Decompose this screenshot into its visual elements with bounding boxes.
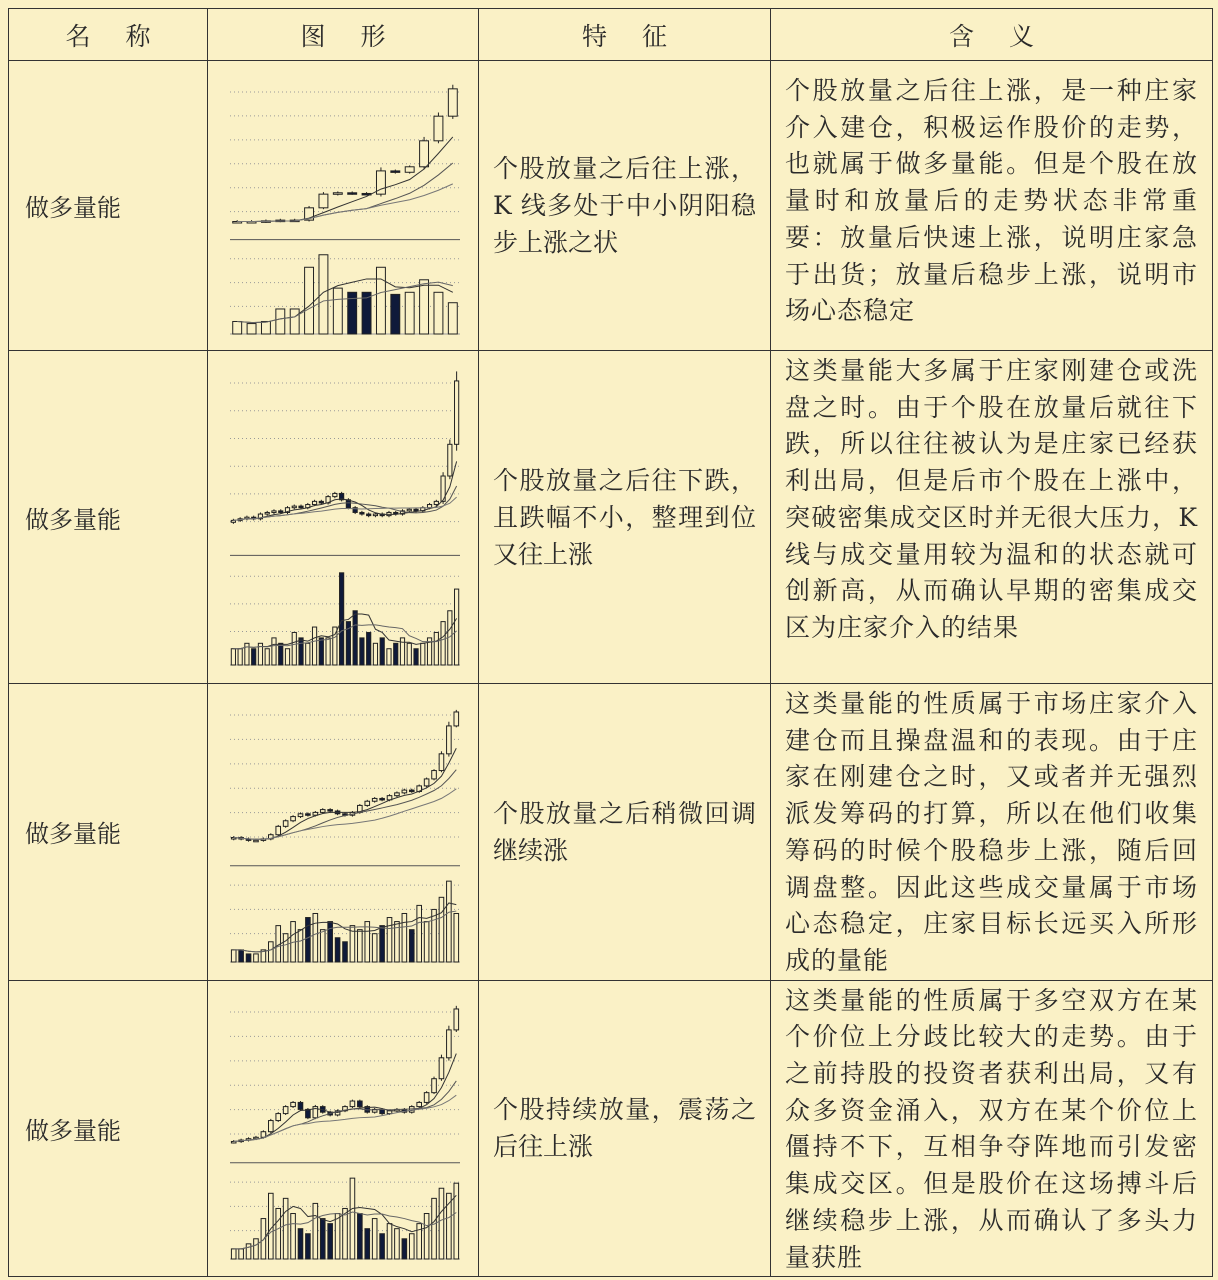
candle [254, 841, 259, 843]
candle [306, 814, 311, 816]
candle [407, 509, 411, 511]
volume-bar [391, 294, 400, 334]
row-name: 做多量能 [9, 980, 208, 1277]
volume-bar [283, 1198, 288, 1259]
candle [333, 493, 337, 496]
candle [372, 799, 377, 802]
table-row [9, 980, 1213, 1277]
volume-bar [238, 649, 242, 665]
volume-bar [333, 627, 337, 665]
candlestick-volume-chart [218, 357, 468, 677]
table-row [9, 351, 1213, 684]
candle [405, 166, 414, 171]
volume-bar [343, 1208, 348, 1259]
candle [402, 790, 407, 793]
volume-bar [292, 632, 296, 665]
row-figure [208, 351, 479, 684]
candle [380, 799, 385, 801]
candle [319, 194, 328, 208]
volume-bar [376, 267, 385, 334]
volume-bar [402, 914, 407, 963]
table-row [9, 61, 1213, 351]
volume-bar [306, 918, 311, 962]
volume-bar [239, 1249, 244, 1259]
volume-bar [246, 1244, 251, 1259]
candle [454, 712, 459, 726]
header-name: 名称 [9, 9, 208, 61]
table-row [9, 684, 1213, 981]
volume-bar [299, 638, 303, 665]
candle [292, 506, 296, 508]
price-moving-average [234, 749, 457, 840]
volume-bar [276, 1208, 281, 1259]
volume-bar [265, 649, 269, 665]
volume-bar [305, 267, 314, 334]
candle [320, 810, 325, 813]
volume-bar [372, 934, 377, 962]
candle [432, 771, 437, 779]
volume-bar [432, 1198, 437, 1259]
volume-bar [367, 632, 371, 665]
volume-bar [233, 321, 242, 334]
volume-bar [328, 922, 333, 962]
candle [448, 88, 457, 115]
candle [409, 790, 414, 792]
row-name: 做多量能 [9, 61, 208, 351]
volume-bar [350, 1178, 355, 1259]
volume-bar [306, 643, 310, 665]
candle [434, 501, 438, 504]
volume-bar [387, 1224, 392, 1259]
candle [291, 817, 296, 821]
candlestick-volume-chart [218, 66, 468, 346]
row-feature: 个股放量之后稍微回调继续涨 [479, 684, 771, 981]
volume-bar [319, 638, 323, 665]
volume-bar [353, 611, 357, 665]
volume-bar [272, 638, 276, 665]
price-moving-average [237, 183, 453, 221]
candle [283, 1107, 288, 1114]
candle [380, 1109, 385, 1113]
candlestick-volume-chart [218, 689, 468, 974]
candle [447, 1030, 452, 1058]
volume-bar [298, 1229, 303, 1259]
header-row [9, 9, 1213, 61]
volume-bar [387, 649, 391, 665]
volume-bar [432, 910, 437, 963]
volume-bar [434, 632, 438, 665]
candle [358, 1101, 363, 1107]
row-name: 做多量能 [9, 684, 208, 981]
volume-bar [434, 292, 443, 334]
volume-bar [279, 643, 283, 665]
candle [434, 116, 443, 141]
volume-bar [343, 942, 348, 962]
volume-bar [373, 643, 377, 665]
volume-bar [409, 930, 414, 962]
volume-bar [291, 1213, 296, 1258]
candle [312, 501, 316, 504]
candle [360, 512, 364, 514]
volume-bar [380, 1234, 385, 1259]
candle [328, 810, 333, 812]
candle [272, 511, 276, 513]
volume-bar [328, 1224, 333, 1259]
candle [424, 779, 429, 786]
volume-bar [394, 643, 398, 665]
volume-bar [441, 622, 445, 665]
row-feature: 个股持续放量，震荡之后往上涨 [479, 980, 771, 1277]
volume-bar [395, 1229, 400, 1259]
volume-bar [420, 279, 429, 333]
volume-bar [290, 308, 299, 333]
candlestick-volume-chart [218, 986, 468, 1271]
volume-bar [261, 321, 270, 334]
candle [414, 509, 418, 511]
volume-bar [439, 1188, 444, 1259]
candle [395, 793, 400, 796]
volume-bar [380, 926, 385, 962]
volume-bar [448, 302, 457, 333]
volume-bar [269, 1193, 274, 1259]
volume-bar [320, 930, 325, 962]
header-feature: 特征 [479, 9, 771, 61]
candle [391, 170, 400, 172]
volume-bar [365, 1229, 370, 1259]
volume-bar [283, 934, 288, 962]
row-meaning: 这类量能大多属于庄家刚建仓或洗盘之时。由于个股在放量后就往下跌，所以往往被认为是庄家已经获利出局，但是后市个股在上涨中，突破密集成交区时并无很大压力，K线与成交量用较为温和的状态就可创新高，从而确认早期的密集成交区为庄家介入的结果 [771, 351, 1213, 684]
candle [279, 511, 283, 513]
volume-bar [454, 1183, 459, 1259]
header-meaning: 含义 [771, 9, 1213, 61]
volume-bar [340, 573, 344, 665]
volume-bar [455, 589, 459, 665]
volume-bar [231, 950, 236, 962]
candle [417, 1102, 422, 1106]
volume-bar [380, 638, 384, 665]
candle [373, 514, 377, 516]
volume-bar [276, 308, 285, 333]
volume-bar [424, 922, 429, 962]
header-figure: 图形 [208, 9, 479, 61]
candle [276, 827, 281, 835]
volume-bar [312, 627, 316, 665]
candle [455, 381, 459, 444]
candle [365, 802, 370, 806]
candle [367, 514, 371, 516]
volume-bar [365, 922, 370, 962]
volume-bar [333, 288, 342, 334]
candle [454, 1009, 459, 1030]
row-figure [208, 61, 479, 351]
volume-bar [372, 1219, 377, 1259]
volume-bar [358, 1213, 363, 1258]
candle [291, 1102, 296, 1106]
volume-bar [358, 930, 363, 962]
volume-bar [417, 906, 422, 963]
volume-bar [254, 954, 259, 962]
volume-bar [326, 638, 330, 665]
candle [298, 814, 303, 817]
row-meaning: 这类量能的性质属于多空双方在某个价位上分歧比较大的走势。由于之前持股的投资者获利出局，又有众多资金涌入，双方在某个价位上僵持不下，互相争夺阵地而引发密集成交区。但是股价在这场搏斗后继续稳步上涨，从而确认了多头力量获胜 [771, 980, 1213, 1277]
volume-bar [424, 1213, 429, 1258]
volume-bar [335, 938, 340, 962]
volume-bar [239, 950, 244, 962]
candle [348, 192, 357, 194]
volume-bar [269, 942, 274, 962]
volume-bar [439, 898, 444, 963]
volume-bar [254, 1239, 259, 1259]
volume-pattern-table [8, 8, 1213, 1277]
candle [283, 821, 288, 827]
candle [350, 1101, 355, 1107]
volume-bar [407, 643, 411, 665]
volume-bar [231, 1249, 236, 1259]
volume-bar [298, 930, 303, 962]
candle [387, 1111, 392, 1114]
volume-bar [360, 638, 364, 665]
candle [439, 1058, 444, 1079]
row-figure [208, 980, 479, 1277]
volume-bar [409, 1234, 414, 1259]
row-meaning: 个股放量之后往上涨，是一种庄家介入建仓，积极运作股价的走势，也就属于做多量能。但是个股在放量时和放量后的走势状态非常重要：放量后快速上涨，说明庄家急于出货；放量后稳步上涨，说明市场心态稳定 [771, 61, 1213, 351]
volume-bar [313, 914, 318, 963]
volume-bar [421, 643, 425, 665]
candle [432, 1079, 437, 1093]
candle [319, 501, 323, 503]
volume-bar [306, 1234, 311, 1259]
row-figure [208, 684, 479, 981]
volume-bar [387, 918, 392, 962]
row-feature: 个股放量之后往下跌，且跌幅不小，整理到位又往上涨 [479, 351, 771, 684]
volume-bar [320, 1219, 325, 1259]
volume-bar [231, 649, 235, 665]
volume-bar [454, 914, 459, 963]
volume-bar [402, 1239, 407, 1259]
candle [306, 1109, 311, 1117]
candle [333, 192, 342, 194]
volume-bar [246, 954, 251, 962]
volume-bar [335, 1213, 340, 1258]
candle [424, 1093, 429, 1103]
candle [298, 1102, 303, 1109]
candle [269, 1120, 274, 1131]
row-meaning: 这类量能的性质属于市场庄家介入建仓而且操盘温和的表现。由于庄家在刚建仓之时，又或者并无强烈派发筹码的打算，所以在他们收集筹码的时候个股稳步上涨，随后回调盘整。因此这些成交量属于市场心态稳定，庄家目标长远买入所形成的量能 [771, 684, 1213, 981]
candle [447, 726, 452, 754]
volume-bar [247, 323, 256, 333]
price-moving-average [234, 1054, 457, 1142]
volume-bar [405, 292, 414, 334]
volume-bar [414, 649, 418, 665]
row-name: 做多量能 [9, 351, 208, 684]
candle [439, 754, 444, 771]
volume-bar [252, 649, 256, 665]
candle [420, 140, 429, 166]
candle [448, 444, 452, 476]
candle [276, 1114, 281, 1121]
candle [265, 512, 269, 514]
row-feature: 个股放量之后往上涨，K 线多处于中小阴阳稳步上涨之状 [479, 61, 771, 351]
price-moving-average [234, 770, 457, 840]
candle [299, 506, 303, 508]
volume-bar [447, 881, 452, 962]
volume-bar [319, 254, 328, 333]
volume-bar [285, 649, 289, 665]
volume-bar [313, 1203, 318, 1259]
